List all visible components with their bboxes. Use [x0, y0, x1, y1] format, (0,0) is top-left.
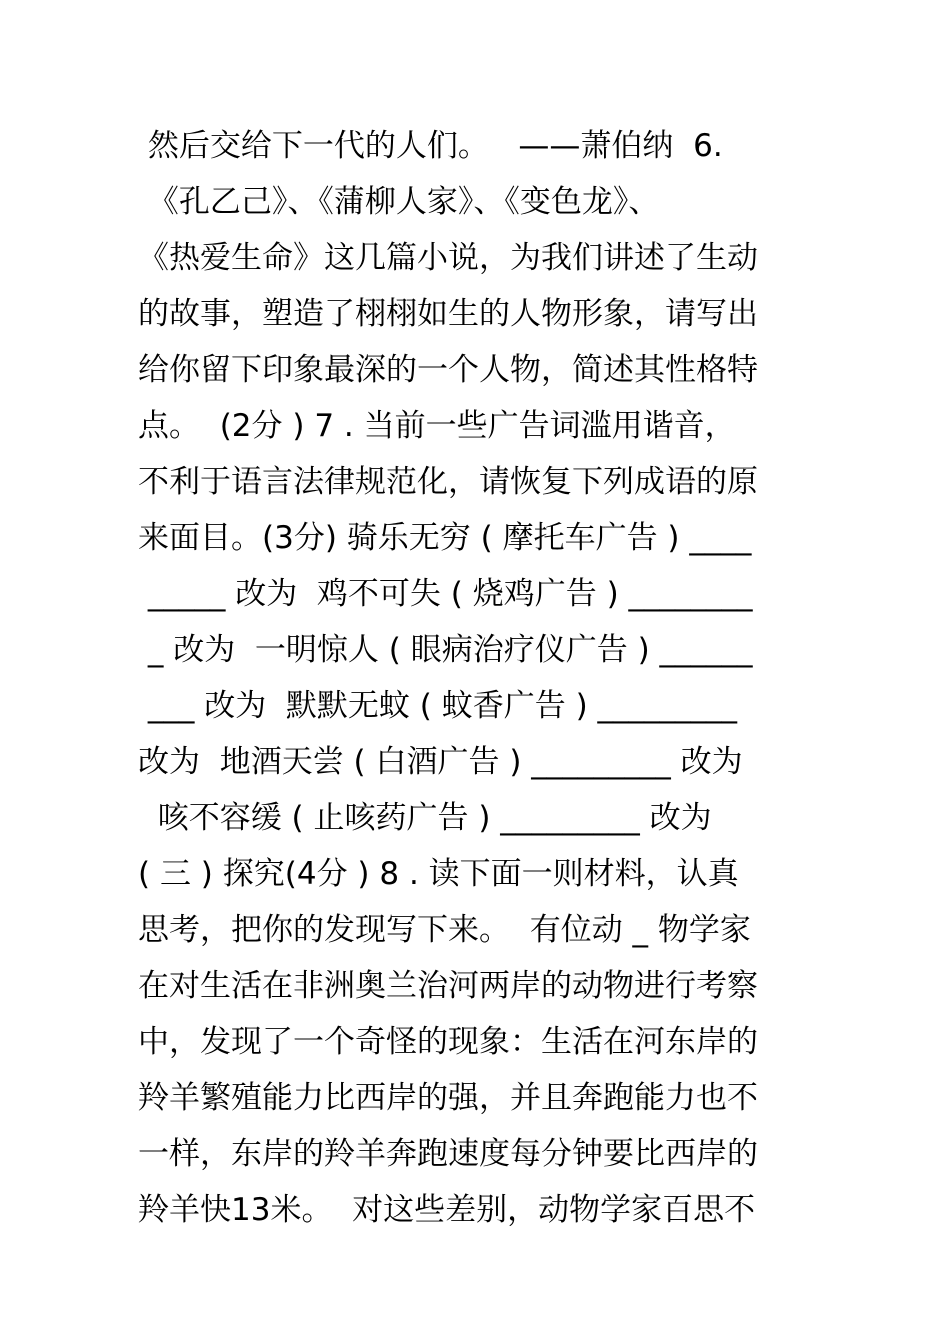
text-line: 中，发现了一个奇怪的现象：生活在河东岸的 [138, 1024, 758, 1060]
text-line: 在对生活在非洲奥兰治河两岸的动物进行考察 [138, 968, 758, 1004]
text-line: 不利于语言法律规范化，请恢复下列成语的原 [138, 464, 758, 500]
text-line: 咳不容缓 ( 止咳药广告 ) _________ 改为 [138, 800, 712, 836]
text-line: _ 改为 一明惊人 ( 眼病治疗仪广告 ) ______ [138, 632, 753, 668]
text-line: 改为 地酒天尝 ( 白酒广告 ) _________ 改为 [138, 744, 743, 780]
text-line: 思考，把你的发现写下来。 有位动 _ 物学家 [138, 912, 751, 948]
text-line: 《孔乙己》、《蒲柳人家》、《变色龙》、 [138, 184, 660, 220]
text-line: _____ 改为 鸡不可失 ( 烧鸡广告 ) ________ [138, 576, 753, 612]
text-line: 给你留下印象最深的一个人物，简述其性格特 [138, 352, 758, 388]
text-line: 羚羊繁殖能力比西岸的强，并且奔跑能力也不 [138, 1080, 758, 1116]
text-line: 《热爱生命》这几篇小说，为我们讲述了生动 [138, 240, 758, 276]
text-line: 羚羊快13米。 对这些差别，动物学家百思不 [138, 1192, 756, 1228]
text-line: ___ 改为 默默无蚊 ( 蚊香广告 ) _________ [138, 688, 738, 724]
text-line: 来面目。(3分) 骑乐无穷 ( 摩托车广告 ) ____ [138, 520, 752, 556]
text-line: 然后交给下一代的人们。 ——萧伯纳 6. [138, 128, 723, 164]
text-line: 一样，东岸的羚羊奔跑速度每分钟要比西岸的 [138, 1136, 758, 1172]
text-line: ( 三 ) 探究(4分 ) 8 . 读下面一则材料，认真 [138, 856, 739, 892]
text-line: 的故事，塑造了栩栩如生的人物形象，请写出 [138, 296, 758, 332]
text-line: 点。 (2分 ) 7 . 当前一些广告词滥用谐音， [138, 408, 736, 444]
